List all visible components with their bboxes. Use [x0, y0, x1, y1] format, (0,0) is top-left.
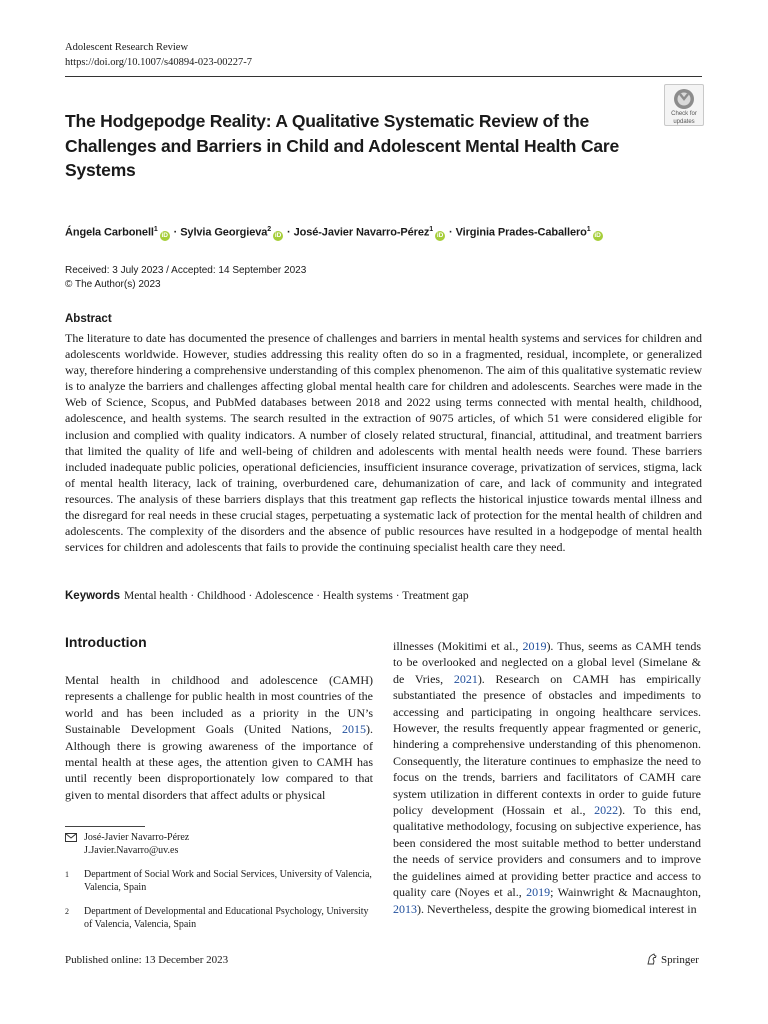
- author-affiliation-mark: 1: [153, 226, 158, 233]
- corresponding-author: [65, 831, 373, 857]
- body-text: Mental health in childhood and adolescence (CAMH) represents a challenge for public health in most countries of the world and has been included as a priority in the UN’s Sustainable Development Goals (United Nations,: [65, 673, 373, 737]
- author-name[interactable]: José-Javier Navarro-Pérez: [293, 226, 430, 239]
- badge-line-1: Check for: [671, 111, 697, 117]
- orcid-icon[interactable]: iD: [161, 231, 168, 239]
- copyright-notice: © The Author(s) 2023: [65, 279, 161, 290]
- author-name[interactable]: Sylvia Georgieva: [180, 226, 268, 239]
- citation-link[interactable]: 2021: [453, 671, 478, 686]
- body-text: ). Thus, seems as CAMH tends to be overlooked and neglected on a global level (Simelane & de Vries,: [393, 639, 702, 686]
- citation-link[interactable]: 2019: [526, 885, 551, 900]
- body-text: ). To this end, qualitative methodology, focusing on subjective experience, has been considered the most suitable method to better understand the needs of service providers and consumers and to improve the guidelines aimed at providing better practice and access to quality care (Noyes et al.,: [393, 803, 701, 900]
- affiliation-text: Department of Social Work and Social Services, University of Valencia, Valencia, Spain: [84, 869, 372, 893]
- badge-line-2: updates: [673, 118, 695, 125]
- introduction-left-column: [65, 672, 373, 803]
- author-separator: ·: [287, 226, 291, 239]
- author-separator: ·: [449, 226, 453, 239]
- journal-name: Adolescent Research Review: [65, 42, 189, 53]
- header-rule: [65, 76, 702, 77]
- introduction-right-column: [393, 638, 701, 917]
- footnotes: [65, 831, 373, 942]
- keywords-list: Mental health · Childhood · Adolescence · Health systems · Treatment gap: [123, 590, 469, 602]
- publisher-logo[interactable]: [646, 953, 699, 966]
- affiliation-footnote: [65, 868, 373, 894]
- citation-link[interactable]: 2013: [393, 901, 417, 916]
- citation-link[interactable]: 2022: [594, 803, 619, 818]
- abstract-text: The literature to date has documented the presence of challenges and barriers in mental health systems and services for children and adolescents worldwide. However, studies addressing this reality often do so in a fragmented, residual, incomplete, or generalized way, therefore hindering a comprehensive understanding of this complex phenomenon. The aim of this qualitative systematic review is to analyze the barriers and challenges affecting global mental health care for children and adolescents. Searches were made in the Web of Science, Scopus, and PubMed databases between 2018 and 2022 using terms connected with mental health, childhood, adolescence, and health systems. The search resulted in the extraction of 9075 articles, of which 51 were considered eligible for inclusion and complied with quality indicators. A number of closely related structural, financial, attitudinal, and treatment barriers that limited the quality of life and well-being of children and adolescents with mental health needs were found. These barriers included inadequate public policies, operational deficiencies, insufficient insurance coverage, privatization of services, stigma, lack of mental health literacy, lack of training, overburdened care, dehumanization of care, and lack of community and integrated resources. The analysis of these barriers displays that this treatment gap reflects the historical injustice towards mental illness and the disregard for real needs in these crucial stages, perpetuating a systematic lack of protection for the mental health of children and adolescents. The complexity of the disorders and the absence of public resources have resulted in a hodgepodge of mental health services for children and adolescents that fails to provide the continuing specialist health care they need.: [65, 331, 702, 555]
- body-text: ). Research on CAMH has empirically substantiated the presence of obstacles and impediments to accessing and participating in ongoing healthcare services. However, the results frequently appear fragmented or generic, hindering a comprehensive understanding of this phenomenon. Consequently, the literature continues to emphasize the need to focus on the trends, barriers and facilitators of CAMH care system utilization in different contexts in order to guide future policy development (Hossain et al.,: [393, 671, 701, 818]
- contact-name: José-Javier Navarro-Pérez: [84, 832, 190, 843]
- introduction-heading: Introduction: [65, 634, 147, 650]
- received-accepted-dates: Received: 3 July 2023 / Accepted: 14 September 2023: [65, 265, 307, 276]
- orcid-icon[interactable]: iD: [436, 231, 444, 239]
- author-affiliation-mark: 1: [586, 226, 591, 233]
- keywords-label: Keywords: [65, 590, 120, 602]
- orcid-icon[interactable]: iD: [274, 231, 282, 239]
- affiliation-number: 1: [65, 870, 69, 879]
- author-name[interactable]: Virginia Prades-Caballero: [455, 226, 587, 239]
- affiliation-text: Department of Developmental and Educational Psychology, University of Valencia, Valencia, Spain: [84, 906, 369, 930]
- footnote-rule: [65, 826, 145, 827]
- article-title: The Hodgepodge Reality: A Qualitative Systematic Review of the Challenges and Barriers in Child and Adolescent Mental Health Care Systems: [65, 111, 620, 180]
- citation-link[interactable]: 2019: [522, 639, 547, 653]
- keywords: [65, 590, 469, 602]
- body-text: illnesses (Mokitimi et al.,: [393, 639, 523, 653]
- body-text: ). Although there is growing awareness of the importance of mental health at these ages, the attention given to CAMH has until recently been disproportionately low compared to that given to mental disorders that affect adults or physical: [65, 722, 373, 802]
- body-text: ). Nevertheless, despite the growing biomedical interest in: [417, 901, 697, 916]
- author-affiliation-mark: 1: [429, 226, 434, 233]
- doi-link[interactable]: https://doi.org/10.1007/s40894-023-00227-7: [65, 57, 253, 68]
- author-name[interactable]: Ángela Carbonell: [65, 226, 154, 239]
- published-online-date: Published online: 13 December 2023: [65, 954, 229, 966]
- contact-email[interactable]: J.Javier.Navarro@uv.es: [84, 845, 179, 856]
- article-dates: [65, 264, 306, 292]
- journal-header: [65, 40, 252, 70]
- abstract-heading: Abstract: [65, 313, 112, 325]
- author-separator: ·: [173, 226, 178, 239]
- mail-icon: [65, 833, 77, 842]
- check-for-updates-badge[interactable]: [664, 84, 704, 126]
- affiliation-number: 2: [65, 907, 69, 916]
- springer-horse-icon: [646, 953, 658, 965]
- affiliation-footnote: [65, 905, 373, 931]
- publisher-name: Springer: [661, 954, 699, 966]
- body-text: ; Wainwright & Macnaughton,: [550, 885, 701, 900]
- check-for-updates-icon: [673, 88, 695, 110]
- author-affiliation-mark: 2: [267, 226, 272, 233]
- citation-link[interactable]: 2015: [342, 722, 366, 737]
- orcid-icon[interactable]: iD: [594, 231, 601, 239]
- author-list: [65, 226, 705, 241]
